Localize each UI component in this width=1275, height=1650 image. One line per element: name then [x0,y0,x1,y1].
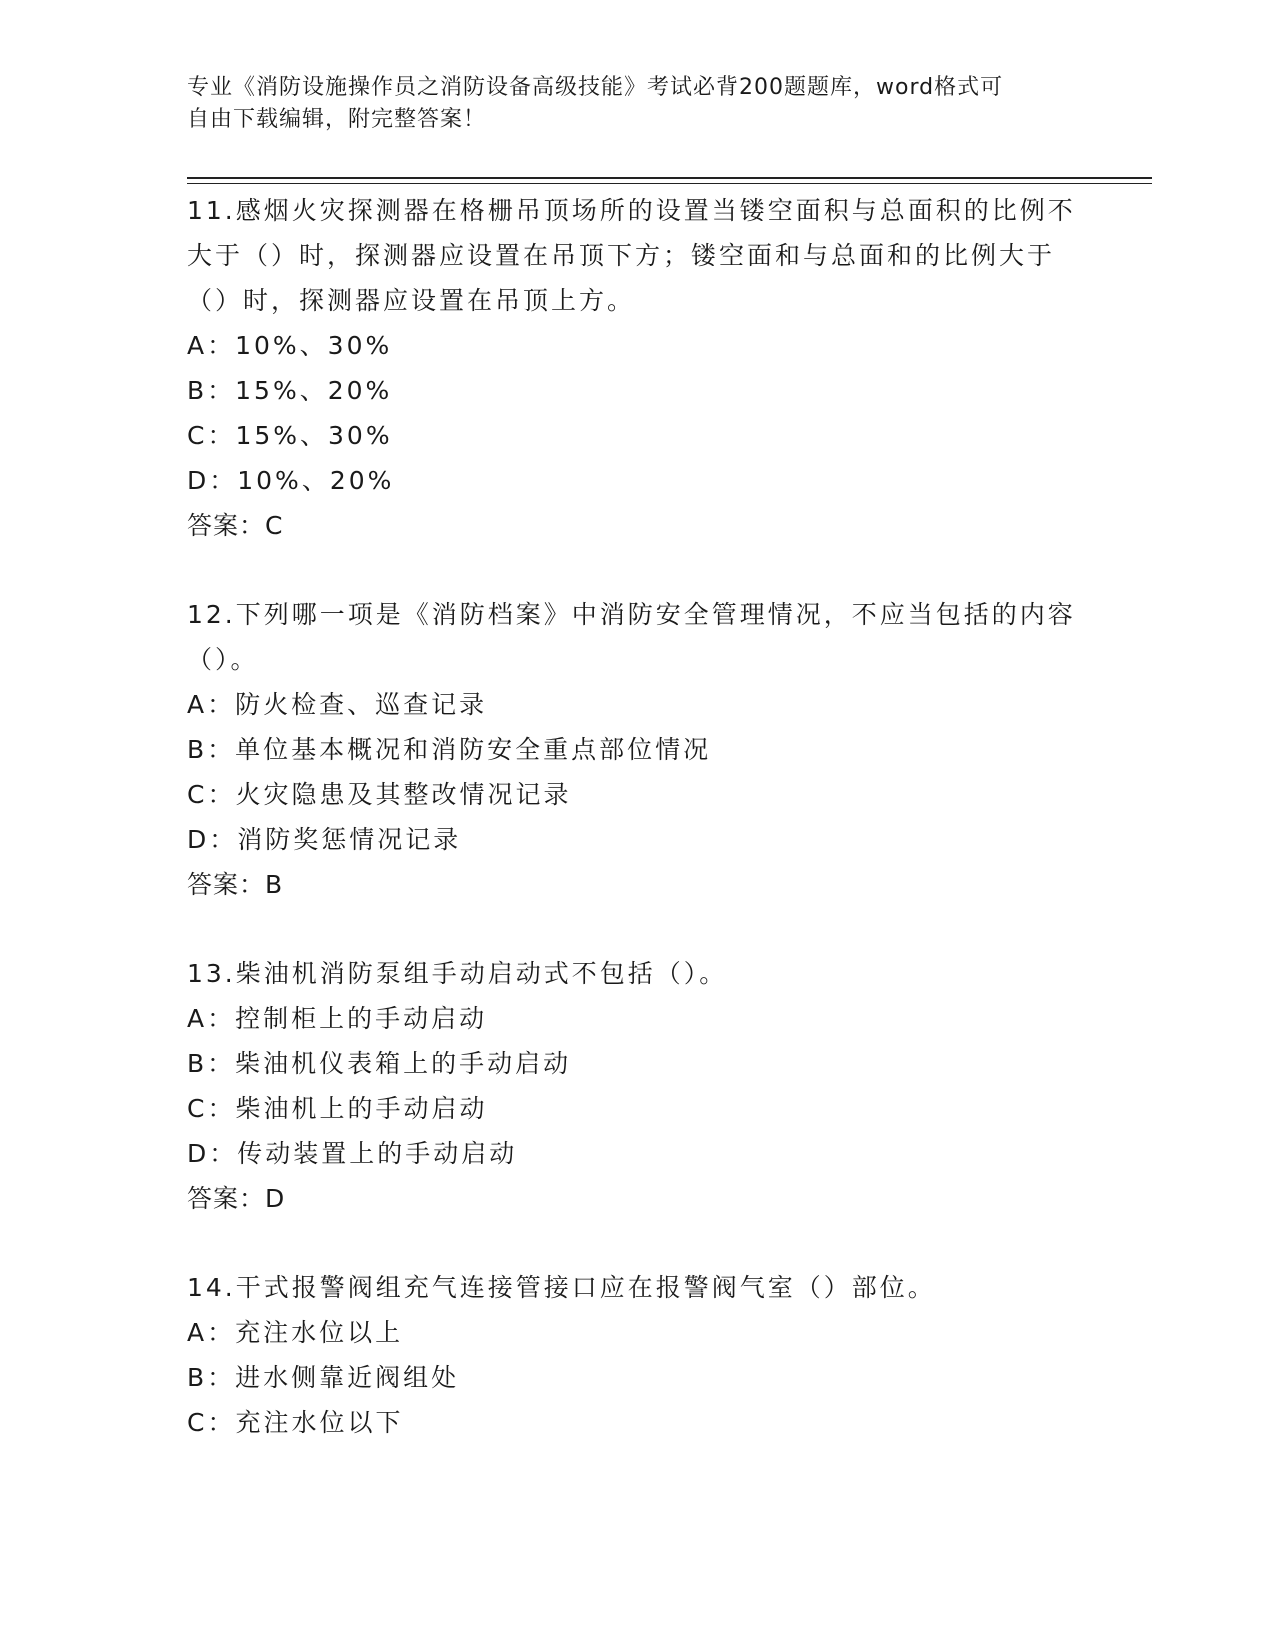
option-a: A：10%、30% [187,331,393,360]
question-14 [187,1265,1087,1445]
header-divider-thick [187,177,1152,179]
option-b: B：15%、20% [187,376,393,405]
option-c: C：充注水位以下 [187,1408,404,1437]
option-b: B：进水侧靠近阀组处 [187,1363,460,1392]
answer: 答案：B [187,870,284,899]
question-list [187,188,1087,1489]
option-b: B：柴油机仪表箱上的手动启动 [187,1049,572,1078]
option-d: D：消防奖惩情况记录 [187,825,462,854]
option-b: B：单位基本概况和消防安全重点部位情况 [187,735,712,764]
document-header [187,72,1067,136]
question-12 [187,592,1087,907]
option-a: A：控制柜上的手动启动 [187,1004,488,1033]
question-13 [187,951,1087,1221]
option-c: C：火灾隐患及其整改情况记录 [187,780,572,809]
header-line-2: 自由下载编辑，附完整答案！ [187,107,487,132]
option-c: C：柴油机上的手动启动 [187,1094,488,1123]
option-d: D：传动装置上的手动启动 [187,1139,518,1168]
question-stem: 12.下列哪一项是《消防档案》中消防安全管理情况，不应当包括的内容（）。 [187,600,1076,674]
question-11 [187,188,1087,548]
header-divider-thin [187,183,1152,184]
option-c: C：15%、30% [187,421,393,450]
option-a: A：充注水位以上 [187,1318,404,1347]
question-stem: 14.干式报警阀组充气连接管接口应在报警阀气室（）部位。 [187,1273,936,1302]
answer: 答案：C [187,511,284,540]
header-line-1: 专业《消防设施操作员之消防设备高级技能》考试必背200题题库，word格式可 [187,75,1004,100]
question-stem: 13.柴油机消防泵组手动启动式不包括（）。 [187,959,728,988]
option-d: D：10%、20% [187,466,395,495]
option-a: A：防火检查、巡查记录 [187,690,488,719]
answer: 答案：D [187,1184,286,1213]
question-stem: 11.感烟火灾探测器在格栅吊顶场所的设置当镂空面积与总面积的比例不大于（）时，探测器应设置在吊顶下方；镂空面和与总面和的比例大于（）时，探测器应设置在吊顶上方。 [187,196,1076,315]
